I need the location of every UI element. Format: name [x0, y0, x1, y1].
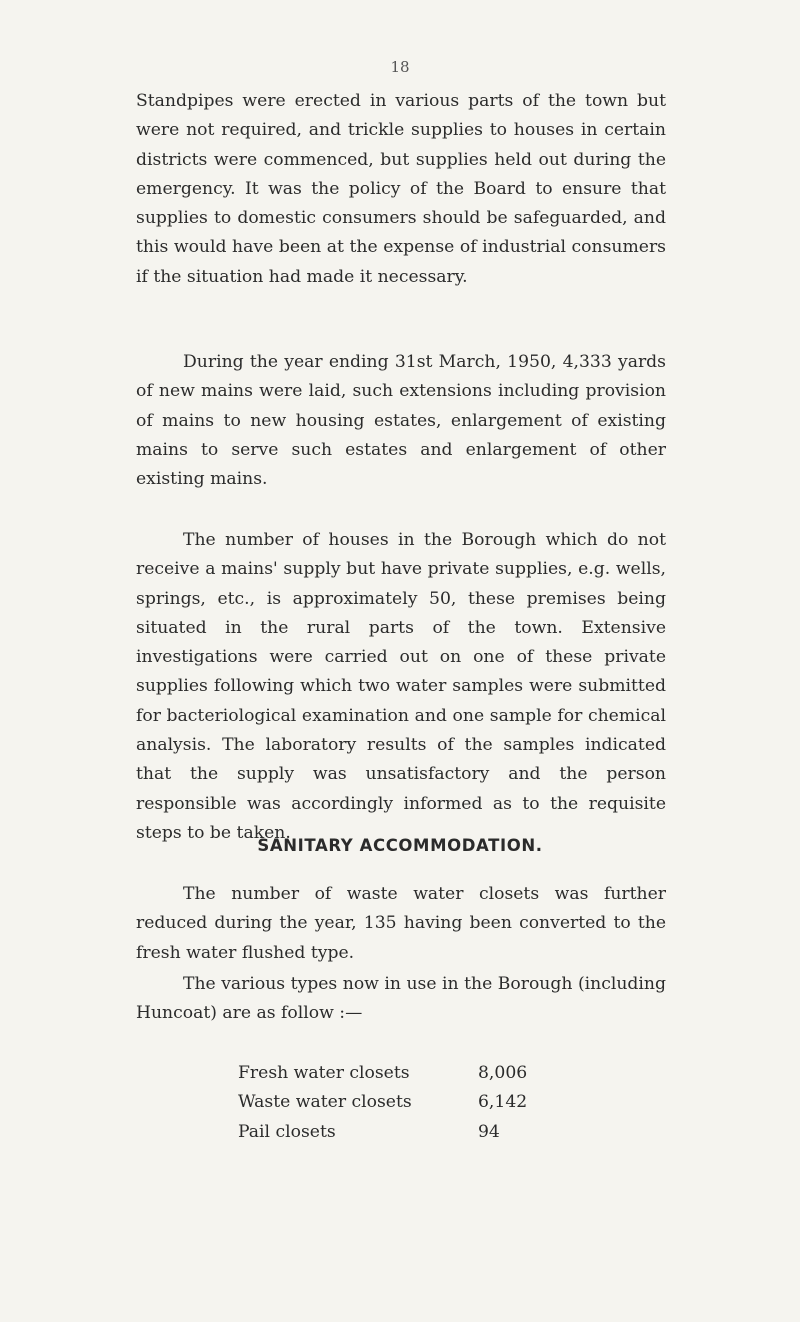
closet-type-label: Waste water closets: [238, 1092, 412, 1113]
table-row: [238, 1058, 618, 1088]
paragraph-standpipes: Standpipes were erected in various parts of the town but were not required, and trickle supplies to houses in certain districts were commenced, but supplies held out during the emergency. It was the policy of the Board to ensure that supplies to domestic consumers should be safeguarded, and this would have been at the expense of industrial consumers if the situation had made it necessary.: [136, 91, 666, 287]
table-row: [238, 1117, 618, 1147]
table-row: [238, 1088, 618, 1118]
closet-types-table: [238, 1058, 618, 1147]
paragraph-closet-types-intro: The various types now in use in the Borough (including Huncoat) are as follow :—: [136, 974, 666, 1024]
closet-count-value: 94: [478, 1121, 500, 1142]
closet-type-label: Pail closets: [238, 1121, 336, 1142]
page-number: 18: [390, 58, 410, 76]
section-heading-sanitary-accommodation: SANITARY ACCOMMODATION.: [257, 836, 543, 855]
closet-count-value: 6,142: [478, 1092, 528, 1113]
paragraph-waste-water-closets: The number of waste water closets was further reduced during the year, 135 having been converted to the fresh water flushed type.: [136, 884, 666, 963]
paragraph-private-supplies: The number of houses in the Borough which do not receive a mains' supply but have private supplies, e.g. wells, springs, etc., is approximately 50, these premises being situated in the rural parts of the town. Extensive investigations were carried out on one of these private supplies following which two water samples were submitted for bacteriological examination and one sample for chemical analysis. The laboratory results of the samples indicated that the supply was unsatisfactory and the person responsible was accordingly informed as to the requisite steps to be taken.: [136, 530, 666, 843]
paragraph-new-mains: During the year ending 31st March, 1950, 4,333 yards of new mains were laid, such extensions including provision of mains to new housing estates, enlargement of existing mains to serve such estates and enlargement of other existing mains.: [136, 352, 666, 490]
closet-count-value: 8,006: [478, 1062, 528, 1083]
closet-type-label: Fresh water closets: [238, 1062, 410, 1083]
